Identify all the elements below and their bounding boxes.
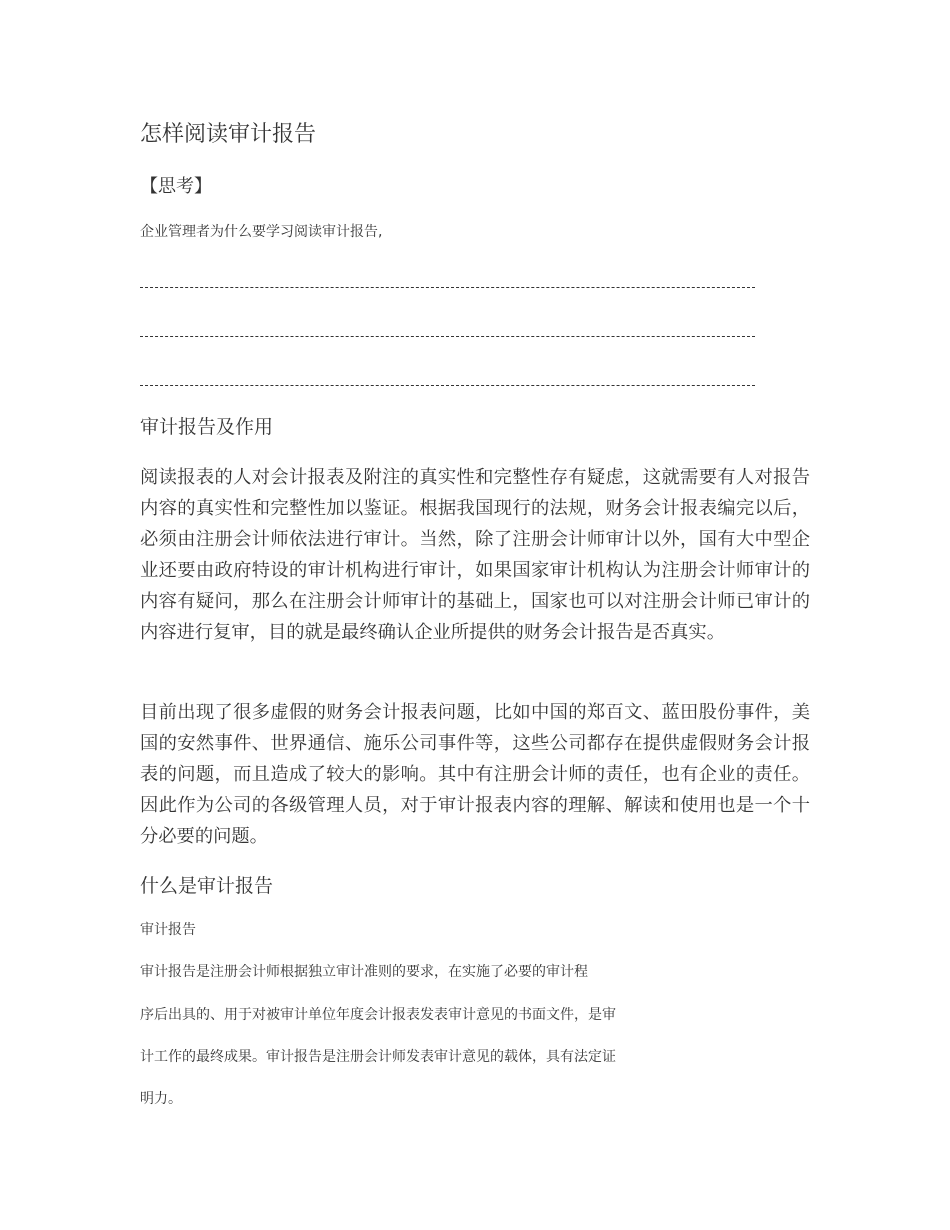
document-title: 怎样阅读审计报告 [140, 122, 317, 147]
answer-blank-line [140, 287, 755, 288]
section-heading-audit-report-role: 审计报告及作用 [140, 416, 274, 438]
definition-line: 计工作的最终成果。审计报告是注册会计师发表审计意见的载体，具有法定证 [140, 1049, 616, 1065]
section-heading-what-is-audit-report: 什么是审计报告 [140, 875, 274, 897]
paragraph-false-reports: 目前出现了很多虚假的财务会计报表问题，比如中国的郑百文、蓝田股份事件，美国的安然事件、世界通信、施乐公司事件等，这些公司都存在提供虚假财务会计报表的问题，而且造成了较大的影响。其中有注册会计师的责任，也有企业的责任。因此作为公司的各级管理人员，对于审计报表内容的理解、解读和使用也是一个十分必要的问题。 [140, 702, 810, 847]
answer-blank-line [140, 385, 755, 386]
answer-blank-line [140, 336, 755, 337]
think-label: 【思考】 [140, 176, 212, 197]
question-text: 企业管理者为什么要学习阅读审计报告, [140, 224, 383, 240]
definition-line: 审计报告是注册会计师根据独立审计准则的要求，在实施了必要的审计程 [140, 964, 588, 980]
definition-line: 序后出具的、用于对被审计单位年度会计报表发表审计意见的书面文件，是审 [140, 1007, 616, 1023]
subheading-audit-report: 审计报告 [140, 922, 196, 938]
definition-line: 明力。 [140, 1091, 182, 1107]
paragraph-audit-purpose: 阅读报表的人对会计报表及附注的真实性和完整性存有疑虑，这就需要有人对报告内容的真实性和完整性加以鉴证。根据我国现行的法规，财务会计报表编完以后，必须由注册会计师依法进行审计。当然，除了注册会计师审计以外，国有大中型企业还要由政府特设的审计机构进行审计，如果国家审计机构认为注册会计师审计的内容有疑问，那么在注册会计师审计的基础上，国家也可以对注册会计师已审计的内容进行复审，目的就是最终确认企业所提供的财务会计报告是否真实。 [140, 467, 810, 643]
